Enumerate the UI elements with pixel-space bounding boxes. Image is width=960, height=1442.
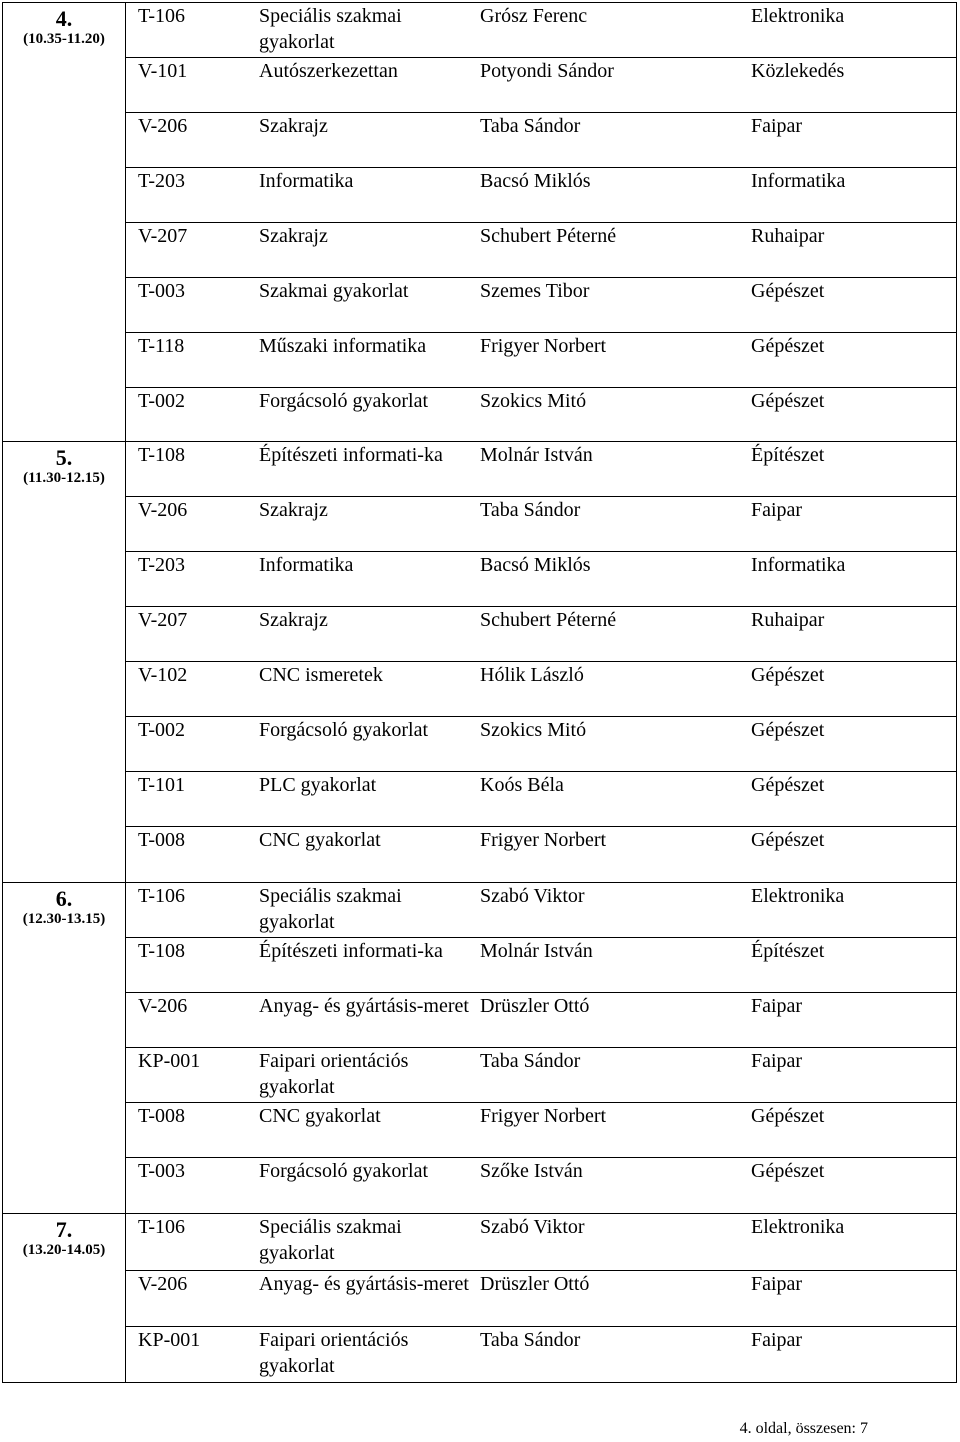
period-time: (12.30-13.15) xyxy=(22,911,106,927)
lesson-teacher: Molnár István xyxy=(480,444,593,466)
lesson-teacher: Grósz Ferenc xyxy=(480,5,588,27)
lesson-cell xyxy=(126,827,957,883)
period-cell xyxy=(3,883,126,1214)
lesson-field: Elektronika xyxy=(751,885,845,907)
lesson-teacher: Szokics Mitó xyxy=(480,390,587,412)
lesson-room: T-003 xyxy=(138,1160,186,1182)
table-row xyxy=(3,1271,957,1327)
lesson-room: KP-001 xyxy=(138,1329,201,1351)
lesson-row xyxy=(126,168,956,194)
lesson-room: V-102 xyxy=(138,664,188,686)
lesson-cell xyxy=(126,1271,957,1327)
lesson-row xyxy=(126,442,956,468)
period-cell xyxy=(3,1214,126,1383)
table-row xyxy=(3,3,957,58)
lesson-field: Informatika xyxy=(751,170,846,192)
schedule-table xyxy=(2,2,957,1383)
lesson-field: Gépészet xyxy=(751,664,825,686)
lesson-cell xyxy=(126,662,957,717)
lesson-teacher: Frigyer Norbert xyxy=(480,335,607,357)
lesson-room: V-206 xyxy=(138,1273,188,1295)
lesson-field: Gépészet xyxy=(751,774,825,796)
lesson-teacher: Koós Béla xyxy=(480,774,564,796)
table-row xyxy=(3,1214,957,1271)
lesson-subject: PLC gyakorlat xyxy=(259,774,377,796)
lesson-cell xyxy=(126,772,957,827)
lesson-field: Gépészet xyxy=(751,280,825,302)
lesson-teacher: Frigyer Norbert xyxy=(480,1105,607,1127)
lesson-subject: Anyag- és gyártásis-meret xyxy=(259,995,469,1017)
lesson-teacher: Schubert Péterné xyxy=(480,609,617,631)
lesson-field: Gépészet xyxy=(751,335,825,357)
lesson-cell xyxy=(126,1327,957,1383)
table-row xyxy=(3,442,957,497)
lesson-cell xyxy=(126,168,957,223)
lesson-field: Ruhaipar xyxy=(751,225,825,247)
table-row xyxy=(3,662,957,717)
lesson-teacher: Frigyer Norbert xyxy=(480,829,607,851)
lesson-room: T-118 xyxy=(138,335,185,357)
lesson-field: Faipar xyxy=(751,499,803,521)
lesson-cell xyxy=(126,1214,957,1271)
lesson-row xyxy=(126,333,956,359)
table-row xyxy=(3,552,957,607)
lesson-room: T-008 xyxy=(138,1105,186,1127)
table-row xyxy=(3,607,957,662)
lesson-field: Gépészet xyxy=(751,1160,825,1182)
lesson-room: V-207 xyxy=(138,225,188,247)
lesson-room: V-101 xyxy=(138,60,188,82)
lesson-room: V-207 xyxy=(138,609,188,631)
period-cell xyxy=(3,442,126,883)
lesson-cell xyxy=(126,607,957,662)
period-number: 6. xyxy=(55,886,73,911)
lesson-row xyxy=(126,58,956,84)
lesson-teacher: Hólik László xyxy=(480,664,584,686)
lesson-row xyxy=(126,497,956,523)
lesson-row xyxy=(126,662,956,688)
period-time: (13.20-14.05) xyxy=(22,1242,106,1258)
lesson-room: T-108 xyxy=(138,444,186,466)
lesson-subject: Speciális szakmai gyakorlat xyxy=(259,1216,402,1264)
lesson-subject: Forgácsoló gyakorlat xyxy=(259,719,429,741)
lesson-subject: Forgácsoló gyakorlat xyxy=(259,390,429,412)
lesson-subject: Anyag- és gyártásis-meret xyxy=(259,1273,469,1295)
lesson-field: Közlekedés xyxy=(751,60,845,82)
lesson-teacher: Taba Sándor xyxy=(480,1050,581,1072)
lesson-subject: Szakrajz xyxy=(259,225,328,247)
lesson-teacher: Drüszler Ottó xyxy=(480,1273,590,1295)
lesson-field: Építészet xyxy=(751,444,825,466)
lesson-row xyxy=(126,883,956,935)
table-row xyxy=(3,1048,957,1103)
lesson-room: T-002 xyxy=(138,719,186,741)
lesson-row xyxy=(126,552,956,578)
period-time: (10.35-11.20) xyxy=(23,31,105,47)
table-row xyxy=(3,168,957,223)
lesson-field: Gépészet xyxy=(751,390,825,412)
lesson-row xyxy=(126,388,956,414)
lesson-field: Elektronika xyxy=(751,1216,845,1238)
lesson-room: T-106 xyxy=(138,1216,186,1238)
period-number: 7. xyxy=(55,1217,73,1242)
lesson-field: Faipar xyxy=(751,1050,803,1072)
lesson-cell xyxy=(126,3,957,58)
lesson-row xyxy=(126,1271,956,1297)
lesson-field: Ruhaipar xyxy=(751,609,825,631)
table-row xyxy=(3,113,957,168)
lesson-room: T-003 xyxy=(138,280,186,302)
lesson-subject: Műszaki informatika xyxy=(259,335,427,357)
lesson-field: Elektronika xyxy=(751,5,845,27)
table-row xyxy=(3,333,957,388)
lesson-teacher: Szemes Tibor xyxy=(480,280,590,302)
table-row xyxy=(3,993,957,1048)
lesson-room: V-206 xyxy=(138,115,188,137)
lesson-subject: Faipari orientációs gyakorlat xyxy=(259,1050,409,1098)
lesson-cell xyxy=(126,938,957,993)
lesson-room: KP-001 xyxy=(138,1050,201,1072)
lesson-field: Faipar xyxy=(751,995,803,1017)
lesson-subject: CNC gyakorlat xyxy=(259,1105,381,1127)
lesson-row xyxy=(126,1327,956,1379)
table-row xyxy=(3,58,957,113)
lesson-field: Gépészet xyxy=(751,719,825,741)
lesson-cell xyxy=(126,497,957,552)
period-number: 4. xyxy=(55,6,73,31)
table-row xyxy=(3,497,957,552)
lesson-teacher: Bacsó Miklós xyxy=(480,554,591,576)
lesson-subject: Szakrajz xyxy=(259,609,328,631)
table-row xyxy=(3,278,957,333)
lesson-cell xyxy=(126,1048,957,1103)
lesson-field: Faipar xyxy=(751,1329,803,1351)
lesson-subject: Forgácsoló gyakorlat xyxy=(259,1160,429,1182)
lesson-cell xyxy=(126,113,957,168)
lesson-subject: Faipari orientációs gyakorlat xyxy=(259,1329,409,1377)
lesson-row xyxy=(126,827,956,853)
lesson-subject: Informatika xyxy=(259,554,354,576)
lesson-room: T-203 xyxy=(138,554,186,576)
lesson-subject: CNC gyakorlat xyxy=(259,829,381,851)
lesson-field: Gépészet xyxy=(751,829,825,851)
lesson-field: Építészet xyxy=(751,940,825,962)
lesson-cell xyxy=(126,388,957,442)
lesson-subject: Speciális szakmai gyakorlat xyxy=(259,885,402,933)
lesson-cell xyxy=(126,1103,957,1158)
page-footer: 4. oldal, összesen: 7 xyxy=(739,1420,868,1437)
lesson-room: T-101 xyxy=(138,774,186,796)
lesson-row xyxy=(126,772,956,798)
lesson-cell xyxy=(126,442,957,497)
lesson-subject: Építészeti informati-ka xyxy=(259,444,443,466)
table-row xyxy=(3,223,957,278)
lesson-row xyxy=(126,717,956,743)
lesson-cell xyxy=(126,717,957,772)
lesson-teacher: Taba Sándor xyxy=(480,499,581,521)
lesson-row xyxy=(126,938,956,964)
lesson-subject: Informatika xyxy=(259,170,354,192)
table-row xyxy=(3,772,957,827)
lesson-row xyxy=(126,1214,956,1266)
table-row xyxy=(3,717,957,772)
lesson-subject: Építészeti informati-ka xyxy=(259,940,443,962)
table-row xyxy=(3,1103,957,1158)
lesson-teacher: Schubert Péterné xyxy=(480,225,617,247)
lesson-teacher: Taba Sándor xyxy=(480,115,581,137)
lesson-teacher: Szőke István xyxy=(480,1160,583,1182)
lesson-row xyxy=(126,1158,956,1184)
table-row xyxy=(3,1327,957,1383)
period-number: 5. xyxy=(55,445,73,470)
lesson-cell xyxy=(126,223,957,278)
lesson-room: T-106 xyxy=(138,885,186,907)
lesson-row xyxy=(126,1103,956,1129)
lesson-teacher: Bacsó Miklós xyxy=(480,170,591,192)
lesson-cell xyxy=(126,58,957,113)
lesson-subject: Szakrajz xyxy=(259,499,328,521)
lesson-room: T-106 xyxy=(138,5,186,27)
lesson-room: T-203 xyxy=(138,170,186,192)
lesson-teacher: Drüszler Ottó xyxy=(480,995,590,1017)
table-row xyxy=(3,388,957,442)
lesson-room: T-108 xyxy=(138,940,186,962)
table-row xyxy=(3,938,957,993)
table-row xyxy=(3,1158,957,1214)
lesson-room: T-002 xyxy=(138,390,186,412)
lesson-row xyxy=(126,113,956,139)
lesson-field: Informatika xyxy=(751,554,846,576)
lesson-room: T-008 xyxy=(138,829,186,851)
lesson-cell xyxy=(126,552,957,607)
table-row xyxy=(3,827,957,883)
lesson-teacher: Szabó Viktor xyxy=(480,885,585,907)
lesson-subject: Szakmai gyakorlat xyxy=(259,280,409,302)
lesson-subject: Autószerkezettan xyxy=(259,60,398,82)
lesson-field: Gépészet xyxy=(751,1105,825,1127)
period-cell xyxy=(3,3,126,442)
lesson-cell xyxy=(126,993,957,1048)
lesson-field: Faipar xyxy=(751,1273,803,1295)
lesson-row xyxy=(126,607,956,633)
lesson-row xyxy=(126,3,956,55)
lesson-room: V-206 xyxy=(138,499,188,521)
lesson-cell xyxy=(126,1158,957,1214)
lesson-cell xyxy=(126,883,957,938)
lesson-room: V-206 xyxy=(138,995,188,1017)
lesson-teacher: Potyondi Sándor xyxy=(480,60,614,82)
lesson-field: Faipar xyxy=(751,115,803,137)
period-time: (11.30-12.15) xyxy=(23,470,105,486)
lesson-subject: Szakrajz xyxy=(259,115,328,137)
lesson-row xyxy=(126,1048,956,1100)
lesson-teacher: Taba Sándor xyxy=(480,1329,581,1351)
lesson-cell xyxy=(126,333,957,388)
lesson-teacher: Szokics Mitó xyxy=(480,719,587,741)
lesson-row xyxy=(126,993,956,1019)
lesson-subject: Speciális szakmai gyakorlat xyxy=(259,5,402,53)
lesson-teacher: Szabó Viktor xyxy=(480,1216,585,1238)
lesson-row xyxy=(126,223,956,249)
lesson-row xyxy=(126,278,956,304)
lesson-subject: CNC ismeretek xyxy=(259,664,383,686)
table-row xyxy=(3,883,957,938)
lesson-cell xyxy=(126,278,957,333)
lesson-teacher: Molnár István xyxy=(480,940,593,962)
